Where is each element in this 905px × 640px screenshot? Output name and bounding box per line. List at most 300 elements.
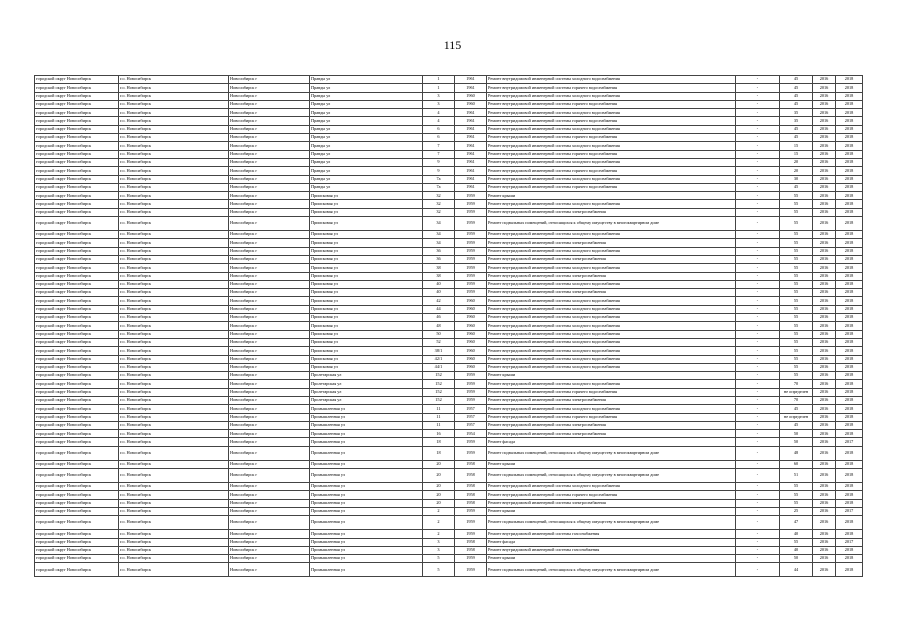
end-year-cell: 2018 (836, 405, 863, 413)
percent-cell: 55 (780, 297, 813, 305)
percent-cell: 55 (780, 217, 813, 231)
build-year-cell: 1958 (455, 491, 487, 499)
build-year-cell: 1961 (455, 76, 487, 84)
build-year-cell: 1961 (455, 142, 487, 150)
percent-cell: 55 (780, 192, 813, 200)
build-year-cell: 1960 (455, 338, 487, 346)
municipality-cell: г.о. Новосибирск (119, 380, 229, 388)
city-cell: Новосибирск г (229, 175, 310, 183)
street-cell: Приисковая ул (310, 314, 423, 322)
work-type-cell: Ремонт внутридомовой инженерной системы холодного водоснабжения (487, 125, 736, 133)
work-type-cell: Ремонт внутридомовой инженерной системы электроснабжения (487, 421, 736, 429)
street-cell: Правды ул (310, 92, 423, 100)
district-cell: городской округ Новосибирск (35, 255, 119, 263)
start-year-cell: 2016 (813, 117, 836, 125)
house-number-cell: 34 (423, 231, 455, 239)
municipality-cell: г.о. Новосибирск (119, 100, 229, 108)
dash-cell: - (736, 239, 780, 247)
table-row (35, 150, 863, 158)
city-cell: Новосибирск г (229, 469, 310, 483)
district-cell: городской округ Новосибирск (35, 305, 119, 313)
city-cell: Новосибирск г (229, 405, 310, 413)
build-year-cell: 1961 (455, 84, 487, 92)
start-year-cell: 2016 (813, 396, 836, 404)
work-type-cell: Ремонт внутридомовой инженерной системы холодного водоснабжения (487, 405, 736, 413)
city-cell: Новосибирск г (229, 134, 310, 142)
table-row (35, 372, 863, 380)
district-cell: городской округ Новосибирск (35, 150, 119, 158)
build-year-cell: 1959 (455, 192, 487, 200)
table-row (35, 555, 863, 563)
city-cell: Новосибирск г (229, 516, 310, 530)
percent-cell: 60 (780, 460, 813, 468)
table-row (35, 438, 863, 446)
percent-cell: 40 (780, 546, 813, 554)
table-row (35, 142, 863, 150)
district-cell: городской округ Новосибирск (35, 117, 119, 125)
city-cell: Новосибирск г (229, 438, 310, 446)
district-cell: городской округ Новосибирск (35, 347, 119, 355)
municipality-cell: г.о. Новосибирск (119, 158, 229, 166)
street-cell: Приисковая ул (310, 192, 423, 200)
district-cell: городской округ Новосибирск (35, 516, 119, 530)
dash-cell: - (736, 84, 780, 92)
end-year-cell: 2018 (836, 264, 863, 272)
table-row (35, 289, 863, 297)
house-number-cell: 7а (423, 183, 455, 191)
percent-cell: 25 (780, 507, 813, 515)
house-number-cell: 34 (423, 239, 455, 247)
work-type-cell: Ремонт внутридомовой инженерной системы электроснабжения (487, 272, 736, 280)
table-row (35, 158, 863, 166)
municipality-cell: г.о. Новосибирск (119, 314, 229, 322)
work-type-cell: Ремонт внутридомовой инженерной системы горячего водоснабжения (487, 134, 736, 142)
dash-cell: - (736, 563, 780, 577)
end-year-cell: 2018 (836, 546, 863, 554)
table-row (35, 396, 863, 404)
street-cell: Приисковая ул (310, 305, 423, 313)
street-cell: Промышленная ул (310, 483, 423, 491)
percent-cell: 55 (780, 208, 813, 216)
street-cell: Приисковая ул (310, 264, 423, 272)
dash-cell: - (736, 255, 780, 263)
district-cell: городской округ Новосибирск (35, 200, 119, 208)
district-cell: городской округ Новосибирск (35, 555, 119, 563)
end-year-cell: 2018 (836, 231, 863, 239)
dash-cell: - (736, 363, 780, 371)
dash-cell: - (736, 499, 780, 507)
start-year-cell: 2016 (813, 84, 836, 92)
table-row (35, 231, 863, 239)
municipality-cell: г.о. Новосибирск (119, 355, 229, 363)
percent-cell: 45 (780, 421, 813, 429)
house-number-cell: 34 (423, 217, 455, 231)
dash-cell: - (736, 469, 780, 483)
street-cell: Правды ул (310, 134, 423, 142)
work-type-cell: Ремонт внутридомовой инженерной системы холодного водоснабжения (487, 314, 736, 322)
street-cell: Приисковая ул (310, 272, 423, 280)
city-cell: Новосибирск г (229, 208, 310, 216)
district-cell: городской округ Новосибирск (35, 158, 119, 166)
work-type-cell: Ремонт внутридомовой инженерной системы холодного водоснабжения (487, 380, 736, 388)
percent-cell: 50 (780, 430, 813, 438)
build-year-cell: 1961 (455, 150, 487, 158)
start-year-cell: 2016 (813, 247, 836, 255)
start-year-cell: 2016 (813, 125, 836, 133)
work-type-cell: Ремонт внутридомовой инженерной системы холодного водоснабжения (487, 109, 736, 117)
percent-cell: 55 (780, 372, 813, 380)
start-year-cell: 2016 (813, 413, 836, 421)
city-cell: Новосибирск г (229, 330, 310, 338)
municipality-cell: г.о. Новосибирск (119, 430, 229, 438)
work-type-cell: Ремонт внутридомовой инженерной системы горячего водоснабжения (487, 413, 736, 421)
percent-cell: 50 (780, 438, 813, 446)
build-year-cell: 1960 (455, 297, 487, 305)
street-cell: Приисковая ул (310, 239, 423, 247)
end-year-cell: 2017 (836, 538, 863, 546)
dash-cell: - (736, 167, 780, 175)
work-type-cell: Ремонт подвальных помещений, относящихся к общему имуществу в многоквартирном доме (487, 446, 736, 460)
start-year-cell: 2016 (813, 200, 836, 208)
start-year-cell: 2016 (813, 175, 836, 183)
end-year-cell: 2018 (836, 84, 863, 92)
house-number-cell: 2 (423, 507, 455, 515)
work-type-cell: Ремонт внутридомовой инженерной системы электроснабжения (487, 289, 736, 297)
dash-cell: - (736, 175, 780, 183)
district-cell: городской округ Новосибирск (35, 338, 119, 346)
start-year-cell: 2016 (813, 380, 836, 388)
street-cell: Промышленная ул (310, 446, 423, 460)
street-cell: Промышленная ул (310, 555, 423, 563)
street-cell: Правды ул (310, 76, 423, 84)
work-type-cell: Ремонт внутридомовой инженерной системы холодного водоснабжения (487, 247, 736, 255)
table-row (35, 363, 863, 371)
city-cell: Новосибирск г (229, 280, 310, 288)
city-cell: Новосибирск г (229, 460, 310, 468)
dash-cell: - (736, 491, 780, 499)
district-cell: городской округ Новосибирск (35, 322, 119, 330)
work-type-cell: Ремонт внутридомовой инженерной системы холодного водоснабжения (487, 338, 736, 346)
district-cell: городской округ Новосибирск (35, 446, 119, 460)
street-cell: Приисковая ул (310, 247, 423, 255)
build-year-cell: 1959 (455, 563, 487, 577)
start-year-cell: 2016 (813, 134, 836, 142)
end-year-cell: 2017 (836, 438, 863, 446)
work-type-cell: Ремонт внутридомовой инженерной системы холодного водоснабжения (487, 175, 736, 183)
city-cell: Новосибирск г (229, 297, 310, 305)
table-row (35, 330, 863, 338)
house-number-cell: 18 (423, 438, 455, 446)
start-year-cell: 2016 (813, 255, 836, 263)
street-cell: Приисковая ул (310, 280, 423, 288)
end-year-cell: 2018 (836, 142, 863, 150)
work-type-cell: Ремонт внутридомовой инженерной системы электроснабжения (487, 208, 736, 216)
street-cell: Промышленная ул (310, 430, 423, 438)
municipality-cell: г.о. Новосибирск (119, 483, 229, 491)
percent-cell: 55 (780, 322, 813, 330)
street-cell: Промышленная ул (310, 563, 423, 577)
city-cell: Новосибирск г (229, 117, 310, 125)
work-type-cell: Ремонт крыши (487, 372, 736, 380)
percent-cell: 45 (780, 405, 813, 413)
start-year-cell: 2016 (813, 372, 836, 380)
house-number-cell: 6 (423, 134, 455, 142)
end-year-cell: 2018 (836, 289, 863, 297)
municipality-cell: г.о. Новосибирск (119, 255, 229, 263)
table-row (35, 100, 863, 108)
work-type-cell: Ремонт крыши (487, 460, 736, 468)
street-cell: Приисковая ул (310, 338, 423, 346)
city-cell: Новосибирск г (229, 388, 310, 396)
house-number-cell: 32 (423, 208, 455, 216)
house-number-cell: 16 (423, 430, 455, 438)
street-cell: Промышленная ул (310, 491, 423, 499)
city-cell: Новосибирск г (229, 555, 310, 563)
percent-cell: 30 (780, 175, 813, 183)
end-year-cell: 2018 (836, 280, 863, 288)
percent-cell: 45 (780, 84, 813, 92)
house-number-cell: 11 (423, 405, 455, 413)
city-cell: Новосибирск г (229, 413, 310, 421)
street-cell: Правды ул (310, 117, 423, 125)
city-cell: Новосибирск г (229, 125, 310, 133)
district-cell: городской округ Новосибирск (35, 231, 119, 239)
district-cell: городской округ Новосибирск (35, 239, 119, 247)
table-row (35, 255, 863, 263)
city-cell: Новосибирск г (229, 314, 310, 322)
end-year-cell: 2018 (836, 272, 863, 280)
build-year-cell: 1960 (455, 330, 487, 338)
city-cell: Новосибирск г (229, 338, 310, 346)
work-type-cell: Ремонт внутридомовой инженерной системы холодного водоснабжения (487, 76, 736, 84)
percent-cell: 47 (780, 516, 813, 530)
street-cell: Промышленная ул (310, 530, 423, 538)
municipality-cell: г.о. Новосибирск (119, 363, 229, 371)
build-year-cell: 1959 (455, 555, 487, 563)
district-cell: городской округ Новосибирск (35, 460, 119, 468)
end-year-cell: 2018 (836, 117, 863, 125)
end-year-cell: 2018 (836, 125, 863, 133)
start-year-cell: 2016 (813, 208, 836, 216)
table-row (35, 272, 863, 280)
street-cell: Пролетарская ул (310, 380, 423, 388)
end-year-cell: 2018 (836, 100, 863, 108)
end-year-cell: 2018 (836, 499, 863, 507)
work-type-cell: Ремонт внутридомовой инженерной системы холодного водоснабжения (487, 347, 736, 355)
work-type-cell: Ремонт внутридомовой инженерной системы холодного водоснабжения (487, 305, 736, 313)
city-cell: Новосибирск г (229, 264, 310, 272)
municipality-cell: г.о. Новосибирск (119, 125, 229, 133)
city-cell: Новосибирск г (229, 355, 310, 363)
dash-cell: - (736, 150, 780, 158)
end-year-cell: 2018 (836, 200, 863, 208)
end-year-cell: 2018 (836, 460, 863, 468)
municipality-cell: г.о. Новосибирск (119, 117, 229, 125)
street-cell: Промышленная ул (310, 538, 423, 546)
table-row (35, 347, 863, 355)
dash-cell: - (736, 297, 780, 305)
percent-cell: 55 (780, 538, 813, 546)
table-row (35, 167, 863, 175)
municipality-cell: г.о. Новосибирск (119, 217, 229, 231)
house-number-cell: 52 (423, 338, 455, 346)
house-number-cell: 42/1 (423, 355, 455, 363)
end-year-cell: 2018 (836, 413, 863, 421)
dash-cell: - (736, 280, 780, 288)
percent-cell: не определен (780, 413, 813, 421)
build-year-cell: 1959 (455, 289, 487, 297)
start-year-cell: 2016 (813, 192, 836, 200)
percent-cell: 50 (780, 555, 813, 563)
street-cell: Промышленная ул (310, 507, 423, 515)
build-year-cell: 1958 (455, 546, 487, 554)
start-year-cell: 2016 (813, 338, 836, 346)
end-year-cell: 2018 (836, 396, 863, 404)
build-year-cell: 1957 (455, 413, 487, 421)
dash-cell: - (736, 347, 780, 355)
work-type-cell: Ремонт внутридомовой инженерной системы газоснабжения (487, 530, 736, 538)
municipality-cell: г.о. Новосибирск (119, 499, 229, 507)
table-row (35, 183, 863, 191)
dash-cell: - (736, 516, 780, 530)
dash-cell: - (736, 134, 780, 142)
table-row (35, 280, 863, 288)
end-year-cell: 2018 (836, 372, 863, 380)
build-year-cell: 1959 (455, 255, 487, 263)
build-year-cell: 1960 (455, 314, 487, 322)
end-year-cell: 2018 (836, 208, 863, 216)
start-year-cell: 2016 (813, 239, 836, 247)
dash-cell: - (736, 322, 780, 330)
district-cell: городской округ Новосибирск (35, 272, 119, 280)
city-cell: Новосибирск г (229, 396, 310, 404)
house-number-cell: 1 (423, 76, 455, 84)
build-year-cell: 1960 (455, 100, 487, 108)
municipality-cell: г.о. Новосибирск (119, 289, 229, 297)
start-year-cell: 2016 (813, 446, 836, 460)
house-number-cell: 3 (423, 100, 455, 108)
district-cell: городской округ Новосибирск (35, 280, 119, 288)
street-cell: Приисковая ул (310, 255, 423, 263)
work-type-cell: Ремонт внутридомовой инженерной системы газоснабжения (487, 546, 736, 554)
district-cell: городской округ Новосибирск (35, 289, 119, 297)
city-cell: Новосибирск г (229, 380, 310, 388)
start-year-cell: 2016 (813, 280, 836, 288)
dash-cell: - (736, 117, 780, 125)
dash-cell: - (736, 200, 780, 208)
district-cell: городской округ Новосибирск (35, 469, 119, 483)
dash-cell: - (736, 438, 780, 446)
build-year-cell: 1960 (455, 322, 487, 330)
table-row (35, 247, 863, 255)
municipality-cell: г.о. Новосибирск (119, 175, 229, 183)
end-year-cell: 2018 (836, 76, 863, 84)
work-type-cell: Ремонт внутридомовой инженерной системы холодного водоснабжения (487, 158, 736, 166)
start-year-cell: 2016 (813, 167, 836, 175)
table-row (35, 388, 863, 396)
work-type-cell: Ремонт фасада (487, 438, 736, 446)
end-year-cell: 2018 (836, 92, 863, 100)
build-year-cell: 1961 (455, 183, 487, 191)
municipality-cell: г.о. Новосибирск (119, 460, 229, 468)
city-cell: Новосибирск г (229, 363, 310, 371)
start-year-cell: 2016 (813, 158, 836, 166)
end-year-cell: 2018 (836, 322, 863, 330)
municipality-cell: г.о. Новосибирск (119, 469, 229, 483)
city-cell: Новосибирск г (229, 305, 310, 313)
dash-cell: - (736, 507, 780, 515)
house-number-cell: 7 (423, 142, 455, 150)
street-cell: Приисковая ул (310, 355, 423, 363)
municipality-cell: г.о. Новосибирск (119, 491, 229, 499)
street-cell: Приисковая ул (310, 289, 423, 297)
start-year-cell: 2016 (813, 297, 836, 305)
table-row (35, 217, 863, 231)
street-cell: Приисковая ул (310, 330, 423, 338)
work-type-cell: Ремонт внутридомовой инженерной системы электроснабжения (487, 239, 736, 247)
start-year-cell: 2016 (813, 460, 836, 468)
house-number-cell: 152 (423, 396, 455, 404)
build-year-cell: 1959 (455, 247, 487, 255)
house-number-cell: 9 (423, 167, 455, 175)
build-year-cell: 1959 (455, 380, 487, 388)
district-cell: городской округ Новосибирск (35, 84, 119, 92)
work-type-cell: Ремонт внутридомовой инженерной системы холодного водоснабжения (487, 231, 736, 239)
street-cell: Промышленная ул (310, 405, 423, 413)
municipality-cell: г.о. Новосибирск (119, 134, 229, 142)
dash-cell: - (736, 530, 780, 538)
build-year-cell: 1959 (455, 272, 487, 280)
work-type-cell: Ремонт внутридомовой инженерной системы холодного водоснабжения (487, 330, 736, 338)
city-cell: Новосибирск г (229, 217, 310, 231)
build-year-cell: 1959 (455, 446, 487, 460)
house-number-cell: 152 (423, 388, 455, 396)
end-year-cell: 2018 (836, 530, 863, 538)
dash-cell: - (736, 314, 780, 322)
end-year-cell: 2018 (836, 469, 863, 483)
district-cell: городской округ Новосибирск (35, 134, 119, 142)
dash-cell: - (736, 76, 780, 84)
percent-cell: 45 (780, 92, 813, 100)
municipality-cell: г.о. Новосибирск (119, 388, 229, 396)
municipality-cell: г.о. Новосибирск (119, 322, 229, 330)
dash-cell: - (736, 192, 780, 200)
end-year-cell: 2018 (836, 167, 863, 175)
end-year-cell: 2018 (836, 239, 863, 247)
city-cell: Новосибирск г (229, 200, 310, 208)
city-cell: Новосибирск г (229, 158, 310, 166)
work-type-cell: Ремонт подвальных помещений, относящихся к общему имуществу в многоквартирном доме (487, 563, 736, 577)
municipality-cell: г.о. Новосибирск (119, 200, 229, 208)
end-year-cell: 2018 (836, 175, 863, 183)
build-year-cell: 1959 (455, 438, 487, 446)
district-cell: городской округ Новосибирск (35, 355, 119, 363)
district-cell: городской округ Новосибирск (35, 507, 119, 515)
start-year-cell: 2016 (813, 438, 836, 446)
work-type-cell: Ремонт внутридомовой инженерной системы холодного водоснабжения (487, 483, 736, 491)
street-cell: Правды ул (310, 84, 423, 92)
end-year-cell: 2018 (836, 380, 863, 388)
table-row (35, 264, 863, 272)
house-number-cell: 38 (423, 264, 455, 272)
percent-cell: 55 (780, 347, 813, 355)
house-number-cell: 20 (423, 469, 455, 483)
build-year-cell: 1959 (455, 264, 487, 272)
city-cell: Новосибирск г (229, 563, 310, 577)
build-year-cell: 1960 (455, 363, 487, 371)
street-cell: Приисковая ул (310, 363, 423, 371)
city-cell: Новосибирск г (229, 421, 310, 429)
